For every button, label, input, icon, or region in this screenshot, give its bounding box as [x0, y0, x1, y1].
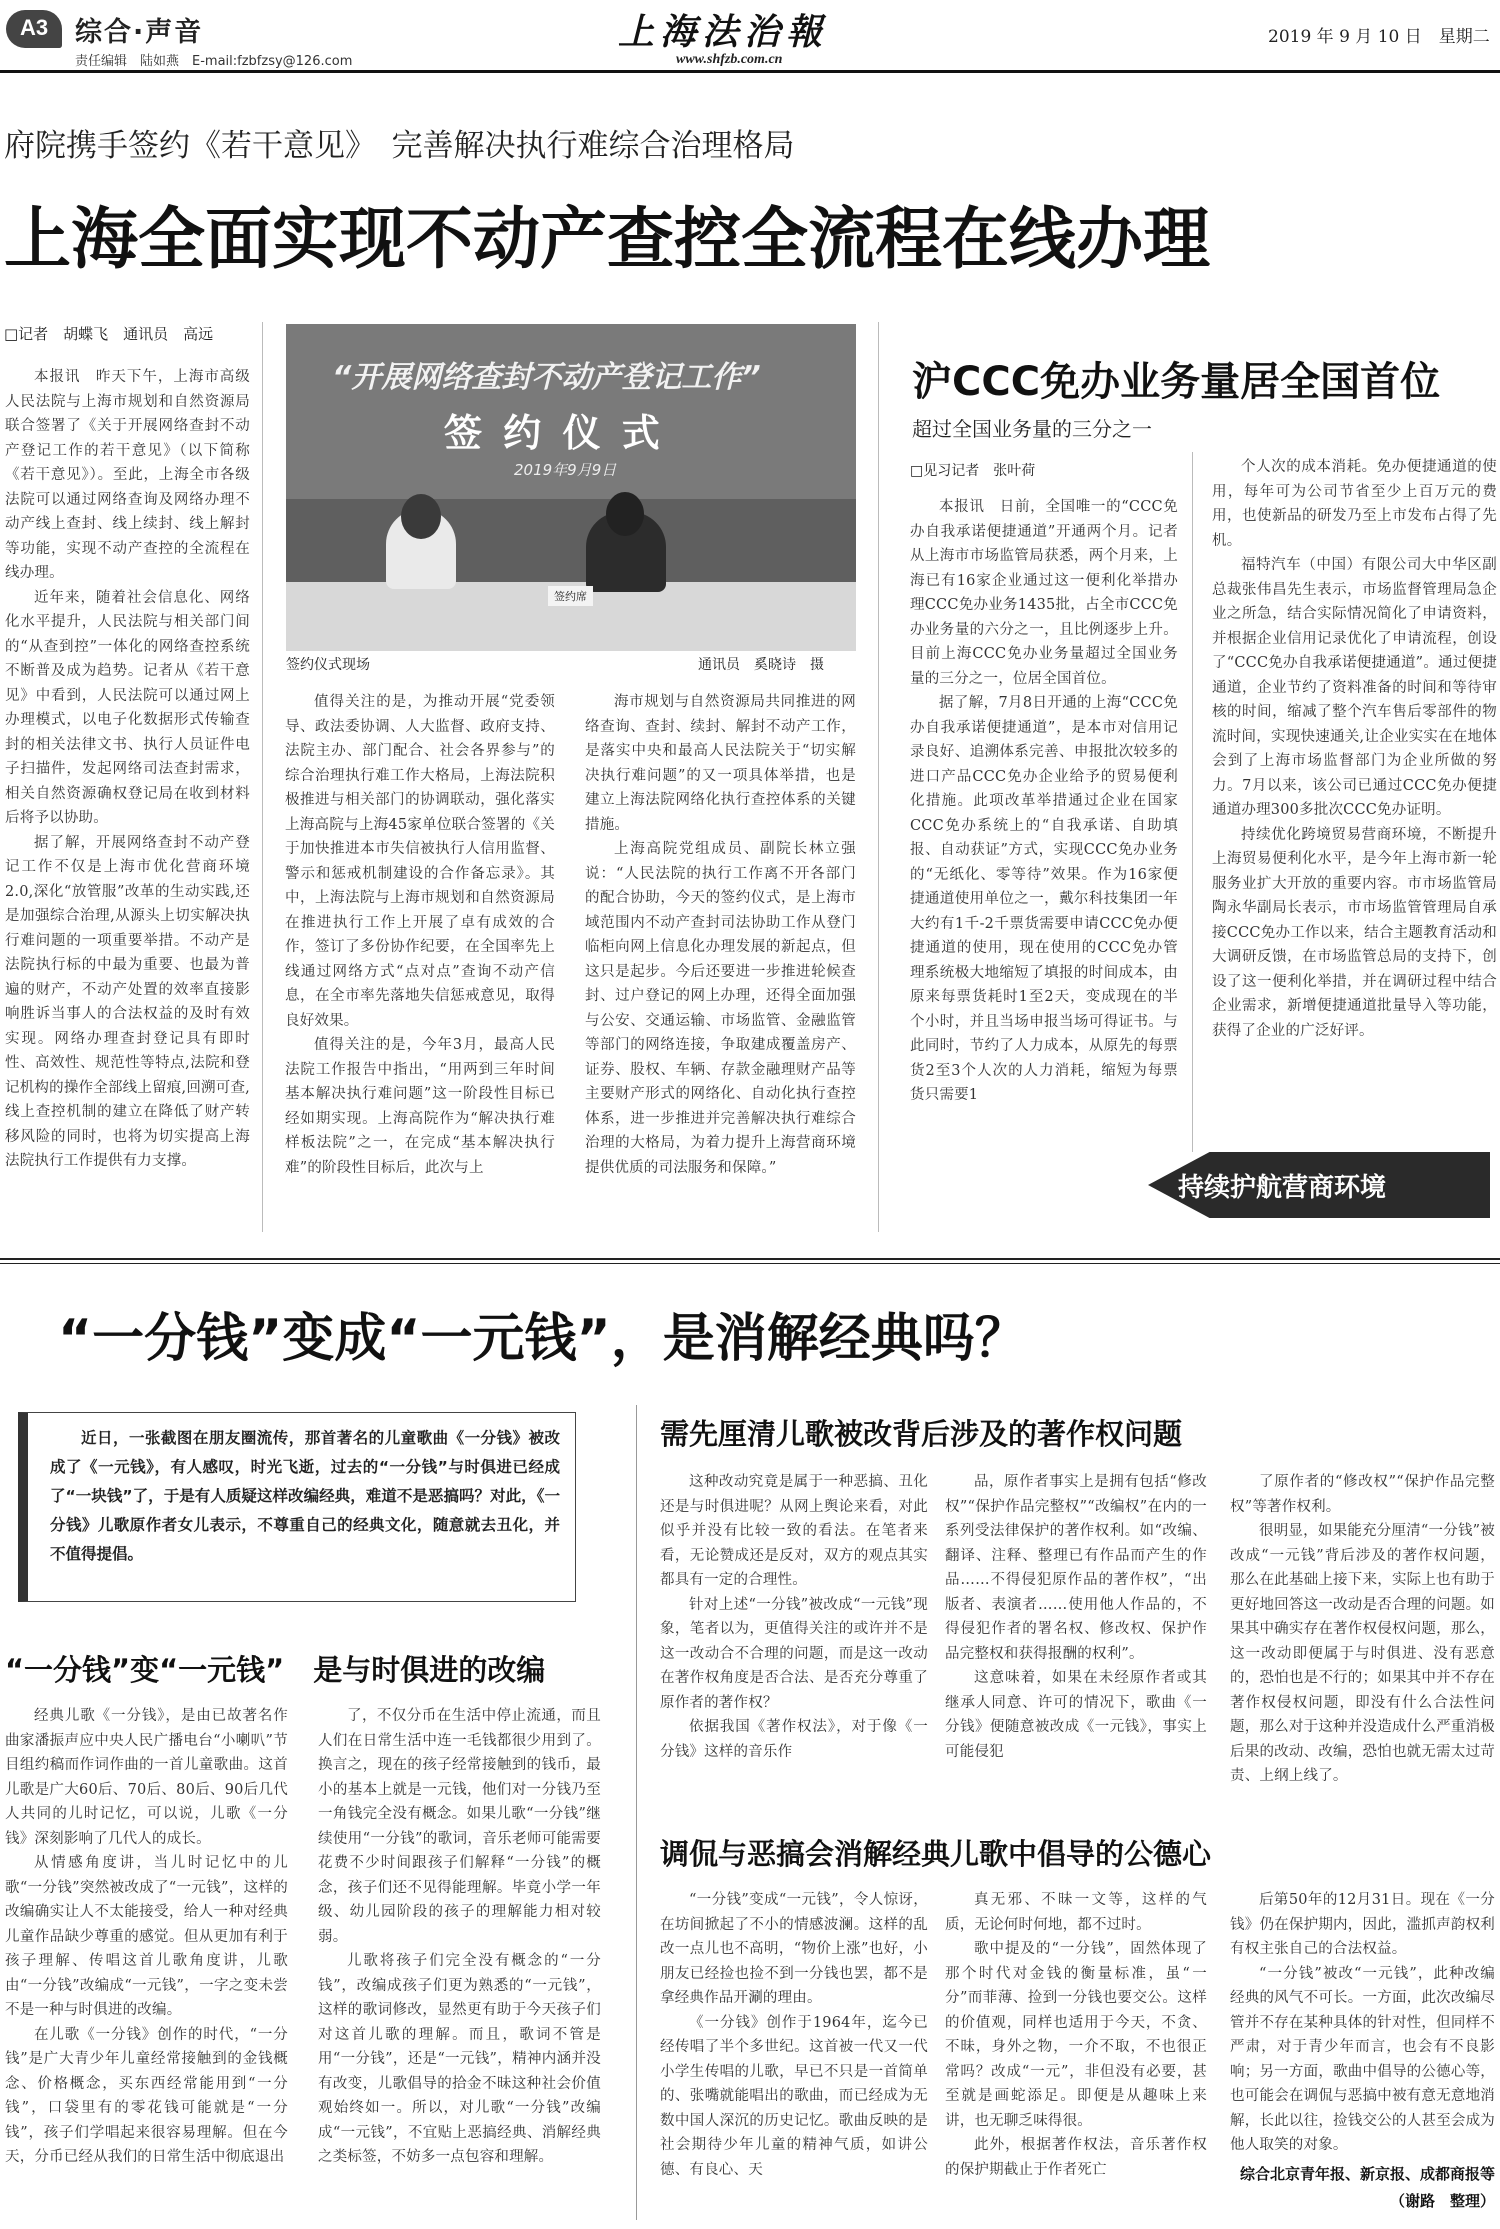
r1-col-1: [660, 1470, 928, 1800]
top-byline: □记者 胡蝶飞 通讯员 高远: [4, 325, 214, 343]
paragraph: 这种改动究竟是属于一种恶搞、丑化还是与时俱进呢？从网上舆论来看，对此似乎并没有比较一致的看法。在笔者来看，无论赞成还是反对，双方的观点其实都具有一定的合理性。: [660, 1474, 928, 1588]
paragraph: 了，不仅分币在生活中停止流通，而且人们在日常生活中连一毛钱都很少用到了。换言之，现在的孩子经常接触到的钱币，最小的基本上就是一元钱，他们对一分钱乃至一角钱完全没有概念。如果儿歌“一分钱”继续使用“一分钱”的歌词，音乐老师可能需要花费不少时间跟孩子们解释“一分钱”的概念，孩子们还不见得能理解。毕竟小学一年级、幼儿园阶段的孩子的理解能力相对较弱。: [318, 1708, 601, 1945]
paragraph: 上海高院党组成员、副院长林立强说：“人民法院的执行工作离不开各部门的配合协助，今天的签约仪式，是上海市域范围内不动产查封司法协助工作从登门临柜向网上信息化办理发展的新起点，但这只是起步。今后还要进一步推进轮候查封、过户登记的网上办理，还得全面加强与公安、交通运输、市场监管、金融监管等部门的网络连接，争取建成覆盖房产、证券、股权、车辆、存款金融理财产品等主要财产形式的网络化、自动化执行查控体系，进一步推进并完善解决执行难综合治理的大格局，为着力提升上海营商环境提供优质的司法服务和保障。”: [585, 841, 856, 1176]
paragraph: 近年来，随着社会信息化、网络化水平提升，人民法院与相关部门间的“从查到控”一体化的网络查控系统不断普及成为趋势。记者从《若干意见》中看到，人民法院可以通过网上办理模式，以电子化数据形式传输查封的相关法律文书、执行人员证件电子扫描件，发起网络司法查封需求，相关自然资源确权登记局在收到材料后将予以协助。: [5, 589, 250, 826]
paragraph: 据了解，开展网络查封不动产登记工作不仅是上海市优化营商环境2.0,深化“放管服”改革的生动实践,还是加强综合治理,从源头上切实解决执行难问题的一项重要举措。不动产是法院执行标的中最为重要、也最为普遍的财产，不动产处置的效率直接影响胜诉当事人的合法权益的及时有效实现。网络办理查封登记具有即时性、高效性、规范性等特点,法院和登记机构的操作全部线上留痕,回溯可查,线上查控机制的建立在降低了财产转移风险的同时，也将为切实提高上海法院执行工作提供有力支撑。: [5, 834, 250, 1169]
photo-nameplate: 签约席: [548, 586, 593, 606]
photo-title-text: 签 约 仪 式: [444, 411, 664, 455]
ccc-col-1: [910, 495, 1178, 1235]
paragraph: 后第50年的12月31日。现在《一分钱》仍在保护期内，因此，滥抓声韵权利有权主张自己的合法权益。: [1230, 1892, 1495, 1957]
top-col-3: [585, 690, 856, 1235]
paragraph: “一分钱”变成“一元钱”，令人惊讶，在坊间掀起了不小的情感波澜。这样的乱改一点儿也不高明，“物价上涨”也好，小朋友已经捡也捡不到一分钱也罢，都不是拿经典作品开涮的理由。: [660, 1892, 928, 2006]
r2-col-3: [1230, 1888, 1495, 2158]
paragraph: 海市规划与自然资源局共同推进的网络查询、查封、续封、解封不动产工作，是落实中央和最高人民法院关于“切实解决执行难问题”的又一项具体举措，也是建立上海法院网络化执行查控体系的关键措施。: [585, 694, 856, 833]
website-url: www.shfzb.com.cn: [676, 52, 783, 67]
ccc-col-2: [1212, 455, 1497, 1155]
top-headline: 上海全面实现不动产查控全流程在线办理: [4, 200, 1210, 278]
person-left-head: [401, 494, 441, 539]
paragraph: 品，原作者事实上是拥有包括“修改权”“保护作品完整权”“改编权”在内的一系列受法律保护的著作权利。如“改编、翻译、注释、整理已有作品而产生的作品……不得侵犯原作品的著作权”，“出版者、表演者……使用他人作品的，不得侵犯作者的署名权、修改权、保护作品完整权和获得报酬的权利”。: [945, 1474, 1207, 1662]
top-col-2: [285, 690, 555, 1235]
page-number-badge: [6, 10, 62, 48]
paragraph: 值得关注的是，为推动开展“党委领导、政法委协调、人大监督、政府支持、法院主办、部门配合、社会各界参与”的综合治理执行难工作大格局，上海法院积极推进与相关部门的协调联动，强化落实上海高院与上海45家单位联合签署的《关于加快推进本市失信被执行人信用监督、警示和惩戒机制建设的合作备忘录》。其中，上海法院与上海市规划和自然资源局在推进执行工作上开展了卓有成效的合作，签订了多份协作纪要，在全国率先上线通过网络方式“点对点”查询不动产信息，在全市率先落地失信惩戒意见，取得良好效果。: [285, 694, 555, 1029]
top-col-1: [5, 365, 250, 1235]
ccc-byline: □见习记者 张叶荷: [910, 463, 1036, 479]
column-divider: [636, 1405, 637, 2220]
r2-col-2: [945, 1888, 1207, 2223]
masthead-logo: 上海法治報: [618, 11, 829, 53]
person-right-head: [606, 492, 644, 536]
ccc-headline: 沪CCC免办业务量居全国首位: [912, 359, 1441, 405]
column-divider: [878, 322, 879, 1232]
paragraph: 此外，根据著作权法，音乐著作权的保护期截止于作者死亡: [945, 2137, 1207, 2178]
editor-note: （谢路 整理）: [1389, 2192, 1495, 2210]
paragraph: 经典儿歌《一分钱》，是由已故著名作曲家潘振声应中央人民广播电台“小喇叭”节目组约稿而作词作曲的一首儿童歌曲。这首儿歌是广大60后、70后、80后、90后几代人共同的儿时记忆，可以说，儿歌《一分钱》深刻影响了几代人的成长。: [5, 1708, 288, 1847]
signing-photo: [286, 324, 856, 651]
page-number: A3: [20, 15, 49, 40]
paragraph: 了原作者的“修改权”“保护作品完整权”等著作权利。: [1230, 1474, 1495, 1515]
header-rule: [0, 70, 1500, 73]
r1-col-2: [945, 1470, 1207, 1800]
paragraph: 值得关注的是，今年3月，最高人民法院工作报告中指出，“用两到三年时间基本解决执行难问题”这一阶段性目标已经如期实现。上海高院作为“解决执行难样板法院”之一，在完成“基本解决执行难”的阶段性目标后，此次与上: [285, 1037, 555, 1176]
column-divider: [1192, 452, 1193, 1152]
ccc-tag-text: 持续护航营商环境: [1178, 1173, 1387, 1203]
paragraph: 在儿歌《一分钱》创作的时代，“一分钱”是广大青少年儿童经常接触到的金钱概念、价格概念，买东西经常能用到“一分钱”，口袋里有的零花钱可能就是“一分钱”，孩子们学唱起来很容易理解。但在今天，分币已经从我们的日常生活中彻底退出: [5, 2026, 288, 2165]
paragraph: 真无邪、不昧一文等，这样的气质，无论何时何地，都不过时。: [945, 1892, 1207, 1933]
paragraph: 个人次的成本消耗。免办便捷通道的使用，每年可为公司节省至少上百万元的费用，也使新品的研发乃至上市发布占得了先机。: [1212, 459, 1497, 549]
paragraph: 持续优化跨境贸易营商环境，不断提升上海贸易便利化水平，是今年上海市新一轮服务业扩大开放的重要内容。市市场监管局陶永华副局长表示，市市场监管管理局自承接CCC免办工作以来，结合主题教育活动和大调研反馈，在市场监管总局的支持下，创设了这一便利化举措，并在调研过程中结合企业需求，新增便捷通道批量导入等功能，获得了企业的广泛好评。: [1212, 826, 1497, 1039]
left-col-2: [318, 1704, 601, 2224]
paragraph: “一分钱”被改“一元钱”，此种改编经典的风气不可长。一方面，此次改编尽管并不存在某种具体的针对性，但同样不严肃，对于青少年而言，也会有不良影响；另一方面，歌曲中倡导的公德心等，也可能会在调侃与恶搞中被有意无意地消解，长此以往，捡钱交公的人甚至会成为他人取笑的对象。: [1230, 1965, 1495, 2153]
issue-date: 2019 年 9 月 10 日 星期二: [1268, 27, 1490, 47]
paragraph: 《一分钱》创作于1964年，迄今已经传唱了半个多世纪。这首被一代又一代小学生传唱的儿歌，早已不只是一首简单的、张嘴就能唱出的歌曲，而已经成为无数中国人深沉的历史记忆。歌曲反映的是社会期待少年儿童的精神气质，如讲公德、有良心、天: [660, 2014, 928, 2178]
paragraph: 针对上述“一分钱”被改成“一元钱”现象，笔者以为，更值得关注的或许并不是这一改动合不合理的问题，而是这一改动在著作权角度是否合法、是否充分尊重了原作者的著作权？: [660, 1596, 928, 1711]
section-divider: [0, 1258, 1500, 1264]
paragraph: 据了解，7月8日开通的上海“CCC免办自我承诺便捷通道”，是本市对信用记录良好、追溯体系完善、申报批次较多的进口产品CCC免办企业给予的贸易便利化措施。此项改革举措通过企业在国家CCC免办系统上的“自我承诺、自助填报、自动获证”方式，实现CCC免办业务的“无纸化、零等待”效果。作为16家便捷通道使用单位之一，戴尔科技集团一年大约有1千-2千票货需要申请CCC免办便捷通道的使用，现在使用的CCC免办管理系统极大地缩短了填报的时间成本，由原来每票货耗时1至2天，变成现在的半个小时，并且当场申报当场可得证书。与此同时，节约了人力成本，从原先的每票货2至3个人次的人力消耗，缩短为每票货只需要1: [910, 695, 1178, 1103]
intro-text: 近日，一张截图在朋友圈流传，那首著名的儿童歌曲《一分钱》被改成了《一元钱》，有人感叹，时光飞逝，过去的“一分钱”与时俱进已经成了“一块钱”了，于是有人质疑这样改编经典，难道不是恶搞吗？对此，《一分钱》儿歌原作者女儿表示，不尊重自己的经典文化，随意就去丑化，并不值得提倡。: [50, 1429, 560, 1563]
paragraph: 本报讯 昨天下午，上海市高级人民法院与上海市规划和自然资源局联合签署了《关于开展网络查封不动产登记工作的若干意见》（以下简称《若干意见》）。至此，上海全市各级法院可以通过网络查询及网络办理不动产线上查封、线上续封、线上解封等功能，实现不动产查控的全流程在线办理。: [5, 369, 250, 581]
paragraph: 福特汽车（中国）有限公司大中华区副总裁张伟昌先生表示，市场监督管理局急企业之所急，结合实际情况简化了申请资料，并根据企业信用记录优化了申请流程，创设了“CCC免办自我承诺便捷通道”。通过便捷通道，企业节约了资料准备的时间和等待审核的时间，缩减了整个汽车售后零部件的物流时间，实现快速通关,让企业实实在在地体会到了上海市场监督部门为企业所做的努力。7月以来，该公司已通过CCC免办便捷通道办理300多批次CCC免办证明。: [1212, 557, 1497, 818]
photo-caption: 签约仪式现场: [286, 657, 370, 673]
photo-banner-text: “开展网络查封不动产登记工作”: [332, 360, 761, 395]
paragraph: 这意味着，如果在未经原作者或其继承人同意、许可的情况下，歌曲《一分钱》便随意被改成《一元钱》，事实上可能侵犯: [945, 1670, 1207, 1760]
photo-date-text: 2019年9月9日: [514, 461, 617, 479]
editor-line: 责任编辑 陆如燕 E-mail:fzbfzsy@126.com: [75, 54, 353, 69]
photo-credit: 通讯员 奚晓诗 摄: [698, 657, 824, 673]
top-kicker: 府院携手签约《若干意见》 完善解决执行难综合治理格局: [4, 128, 795, 164]
left-col-1: [5, 1704, 288, 2224]
bottom-headline: “一分钱”变成“一元钱”，是消解经典吗？: [58, 1309, 1027, 1369]
paragraph: 从情感角度讲，当儿时记忆中的儿歌“一分钱”突然被改成了“一元钱”，这样的改编确实让人不太能接受，给人一种对经典儿童作品缺少尊重的感觉。但从更加有利于孩子理解、传唱这首儿歌角度讲，儿歌由“一分钱”改编成“一元钱”，一字之变未尝不是一种与时俱进的改编。: [5, 1855, 288, 2018]
source-credit: 综合北京青年报、新京报、成都商报等: [1239, 2165, 1495, 2183]
paragraph: 很明显，如果能充分厘清“一分钱”被改成“一元钱”背后涉及的著作权问题，那么在此基础上接下来，实际上也有助于更好地回答这一改动是否合理的问题。如果其中确实存在著作权侵权问题，那么，这一改动即便属于与时俱进、没有恶意的，恐怕也是不行的；如果其中并不存在著作权侵权问题，即没有什么合法性问题，那么对于这种并没造成什么严重消极后果的改动、改编，恐怕也就无需太过苛责、上纲上线了。: [1230, 1523, 1495, 1784]
section-name: 综合·声音: [75, 17, 204, 48]
r1-col-3: [1230, 1470, 1495, 1800]
paragraph: 儿歌将孩子们完全没有概念的“一分钱”，改编成孩子们更为熟悉的“一元钱”，这样的歌词修改，显然更有助于今天孩子们对这首儿歌的理解。而且，歌词不管是用“一分钱”，还是“一元钱”，精神内涵并没有改变，儿歌倡导的拾金不昧这种社会价值观始终如一。所以，对儿歌“一分钱”改编成“一元钱”，不宜贴上恶搞经典、消解经典之类标签，不妨多一点包容和理解。: [318, 1953, 601, 2165]
r2-col-1: [660, 1888, 928, 2223]
left-title: “一分钱”变“一元钱” 是与时俱进的改编: [5, 1653, 546, 1687]
right-title-1: 需先厘清儿歌被改背后涉及的著作权问题: [660, 1417, 1183, 1451]
paragraph: 歌中提及的“一分钱”，固然体现了那个时代对金钱的衡量标准，虽“一分”而菲薄、捡到一分钱也要交公。这样的价值观，同样也适用于今天，不贪、不昧，身外之物，一介不取，不也很正常吗？改成“一元”，非但没有必要，甚至就是画蛇添足。即便是从趣味上来讲，也无聊乏味得很。: [945, 1941, 1207, 2129]
column-divider: [262, 322, 263, 1232]
paragraph: 本报讯 日前，全国唯一的“CCC免办自我承诺便捷通道”开通两个月。记者从上海市市场监管局获悉，两个月来，上海已有16家企业通过这一便利化举措办理CCC免办业务1435批，占全市CCC免办业务量的六分之一，且比例逐步上升。目前上海CCC免办业务量超过全国业务量的三分之一，位居全国首位。: [910, 499, 1178, 687]
ccc-subhead: 超过全国业务量的三分之一: [912, 417, 1152, 441]
right-title-2: 调侃与恶搞会消解经典儿歌中倡导的公德心: [660, 1837, 1212, 1871]
paragraph: 依据我国《著作权法》，对于像《一分钱》这样的音乐作: [660, 1719, 928, 1760]
